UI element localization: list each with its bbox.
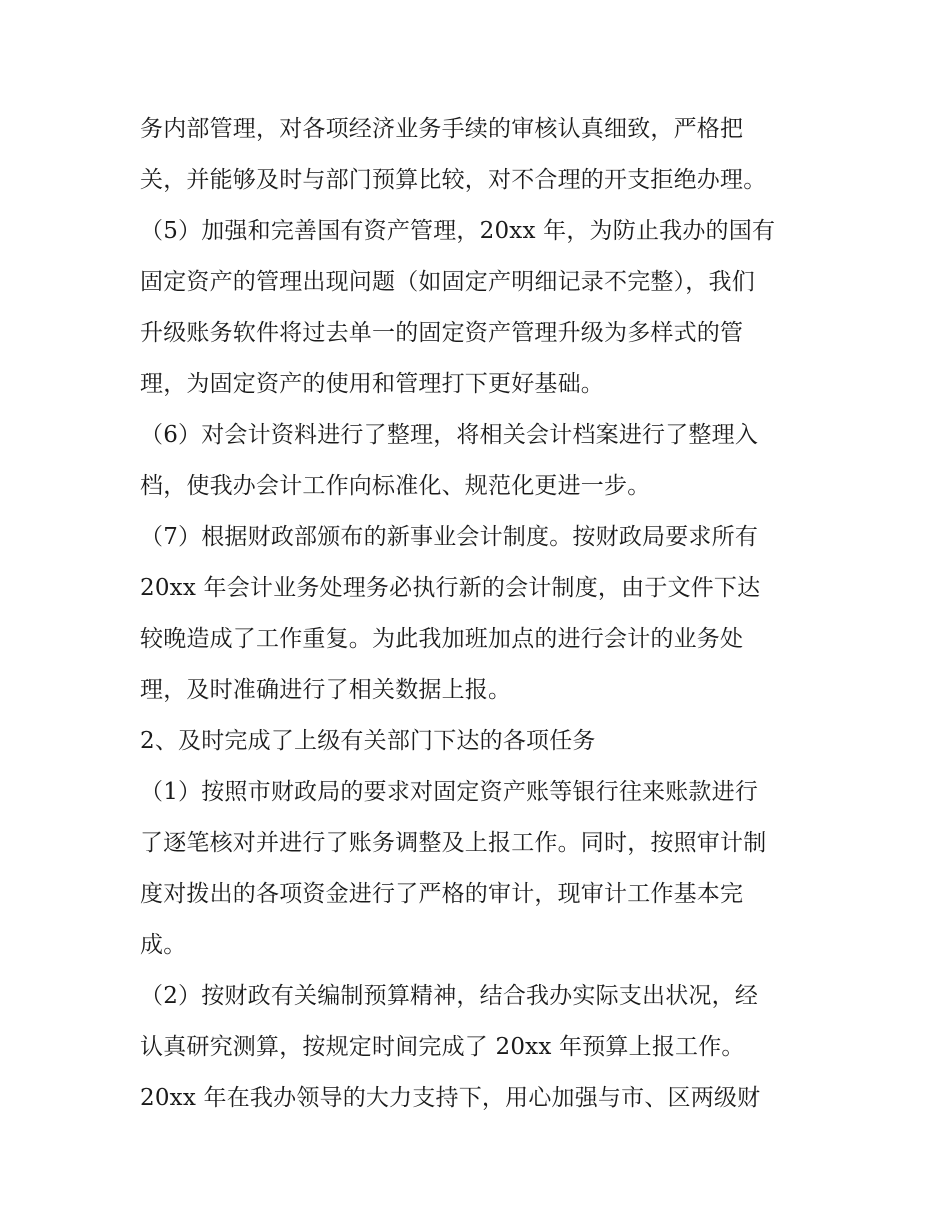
text-line-6: 理，为固定资产的使用和管理打下更好基础。 [140,371,604,397]
text-line-17: 成。 [140,932,187,958]
text-line-12: 理，及时准确进行了相关数据上报。 [140,677,512,703]
document-body [140,104,830,1124]
text-line-14: （1）按照市财政局的要求对固定资产账等银行往来账款进行 [140,779,759,805]
text-line-2: 关，并能够及时与部门预算比较，对不合理的开支拒绝办理。 [140,167,767,193]
section-heading: 2、及时完成了上级有关部门下达的各项任务 [140,728,596,754]
text-line-5: 升级账务软件将过去单一的固定资产管理升级为多样式的管 [140,320,744,346]
text-line-4: 固定资产的管理出现问题（如固定产明细记录不完整），我们 [140,269,755,295]
text-line-1: 务内部管理，对各项经济业务手续的审核认真细致，严格把 [140,116,744,142]
text-line-10: 20xx 年会计业务处理务必执行新的会计制度，由于文件下达 [140,575,761,601]
text-line-7: （6）对会计资料进行了整理，将相关会计档案进行了整理入 [140,422,759,448]
text-line-8: 档，使我办会计工作向标准化、规范化更进一步。 [140,473,651,499]
text-line-18: （2）按财政有关编制预算精神，结合我办实际支出状况，经 [140,983,759,1009]
text-line-16: 度对拨出的各项资金进行了严格的审计，现审计工作基本完 [140,881,744,907]
text-line-9: （7）根据财政部颁布的新事业会计制度。按财政局要求所有 [140,524,759,550]
text-line-3: （5）加强和完善国有资产管理，20xx 年，为防止我办的国有 [140,218,776,244]
text-line-15: 了逐笔核对并进行了账务调整及上报工作。同时，按照审计制 [140,830,767,856]
text-line-11: 较晚造成了工作重复。为此我加班加点的进行会计的业务处 [140,626,744,652]
text-line-19: 认真研究测算，按规定时间完成了 20xx 年预算上报工作。 [140,1034,745,1060]
text-line-20: 20xx 年在我办领导的大力支持下，用心加强与市、区两级财 [140,1085,761,1111]
